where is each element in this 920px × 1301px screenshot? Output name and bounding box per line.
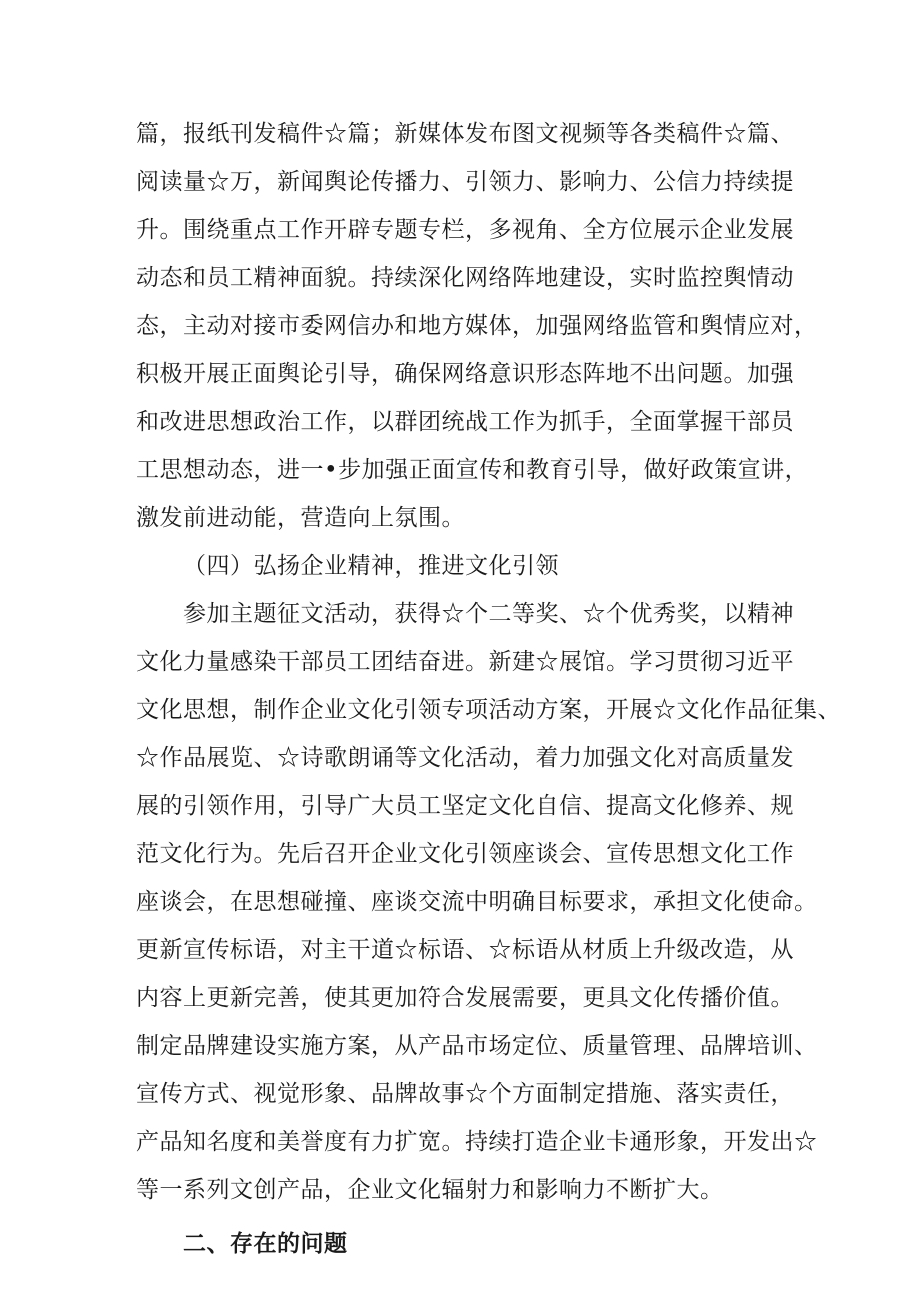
document-page [136,110,841,1268]
text-line: 参加主题征文活动，获得☆个二等奖、☆个优秀奖，以精神 [183,601,794,627]
text-line: 篇，报纸刊发稿件☆篇；新媒体发布图文视频等各类稿件☆篇、 [136,121,794,147]
paragraph-1 [136,110,818,542]
text-line: 范文化行为。先后召开企业文化引领座谈会、宣传思想文化工作 [136,841,794,867]
text-line: 阅读量☆万，新闻舆论传播力、引领力、影响力、公信力持续提 [136,169,794,195]
paragraph-2 [136,590,841,1214]
text-line: 文化思想，制作企业文化引领专项活动方案，开展☆文化作品征集、 [136,697,841,723]
section-4-heading: （四）弘扬企业精神，推进文化引领 [183,553,559,579]
text-line: 工思想动态，进一•步加强正面宣传和教育引导，做好政策宣讲， [136,457,809,483]
text-line: 产品知名度和美誉度有力扩宽。持续打造企业卡通形象，开发出☆ [136,1129,818,1155]
text-line: 宣传方式、视觉形象、品牌故事☆个方面制定措施、落实责任， [136,1081,794,1107]
text-line: 态，主动对接市委网信办和地方媒体，加强网络监管和舆情应对， [136,313,818,339]
text-line: 制定品牌建设实施方案，从产品市场定位、质量管理、品牌培训、 [136,1033,818,1059]
text-line: 内容上更新完善，使其更加符合发展需要，更具文化传播价值。 [136,985,794,1011]
text-line: 更新宣传标语，对主干道☆标语、☆标语从材质上升级改造，从 [136,937,794,963]
text-line: 文化力量感染干部员工团结奋进。新建☆展馆。学习贯彻习近平 [136,649,794,675]
text-line: 动态和员工精神面貌。持续深化网络阵地建设，实时监控舆情动 [136,265,794,291]
text-line: 和改进思想政治工作，以群团统战工作为抓手，全面掌握干部员 [136,409,794,435]
text-line: 积极开展正面舆论引导，确保网络意识形态阵地不出问题。加强 [136,361,794,387]
section-2-heading: 二、存在的问题 [183,1231,348,1257]
text-line: 等一系列文创产品，企业文化辐射力和影响力不断扩大。 [136,1177,724,1203]
text-line: 座谈会，在思想碰撞、座谈交流中明确目标要求，承担文化使命。 [136,889,818,915]
text-line: 升。围绕重点工作开辟专题专栏，多视角、全方位展示企业发展 [136,217,794,243]
text-line: 展的引领作用，引导广大员工坚定文化自信、提高文化修养、规 [136,793,794,819]
text-line: 激发前进动能，营造向上氛围。 [136,505,465,531]
text-line: ☆作品展览、☆诗歌朗诵等文化活动，着力加强文化对高质量发 [136,745,794,771]
